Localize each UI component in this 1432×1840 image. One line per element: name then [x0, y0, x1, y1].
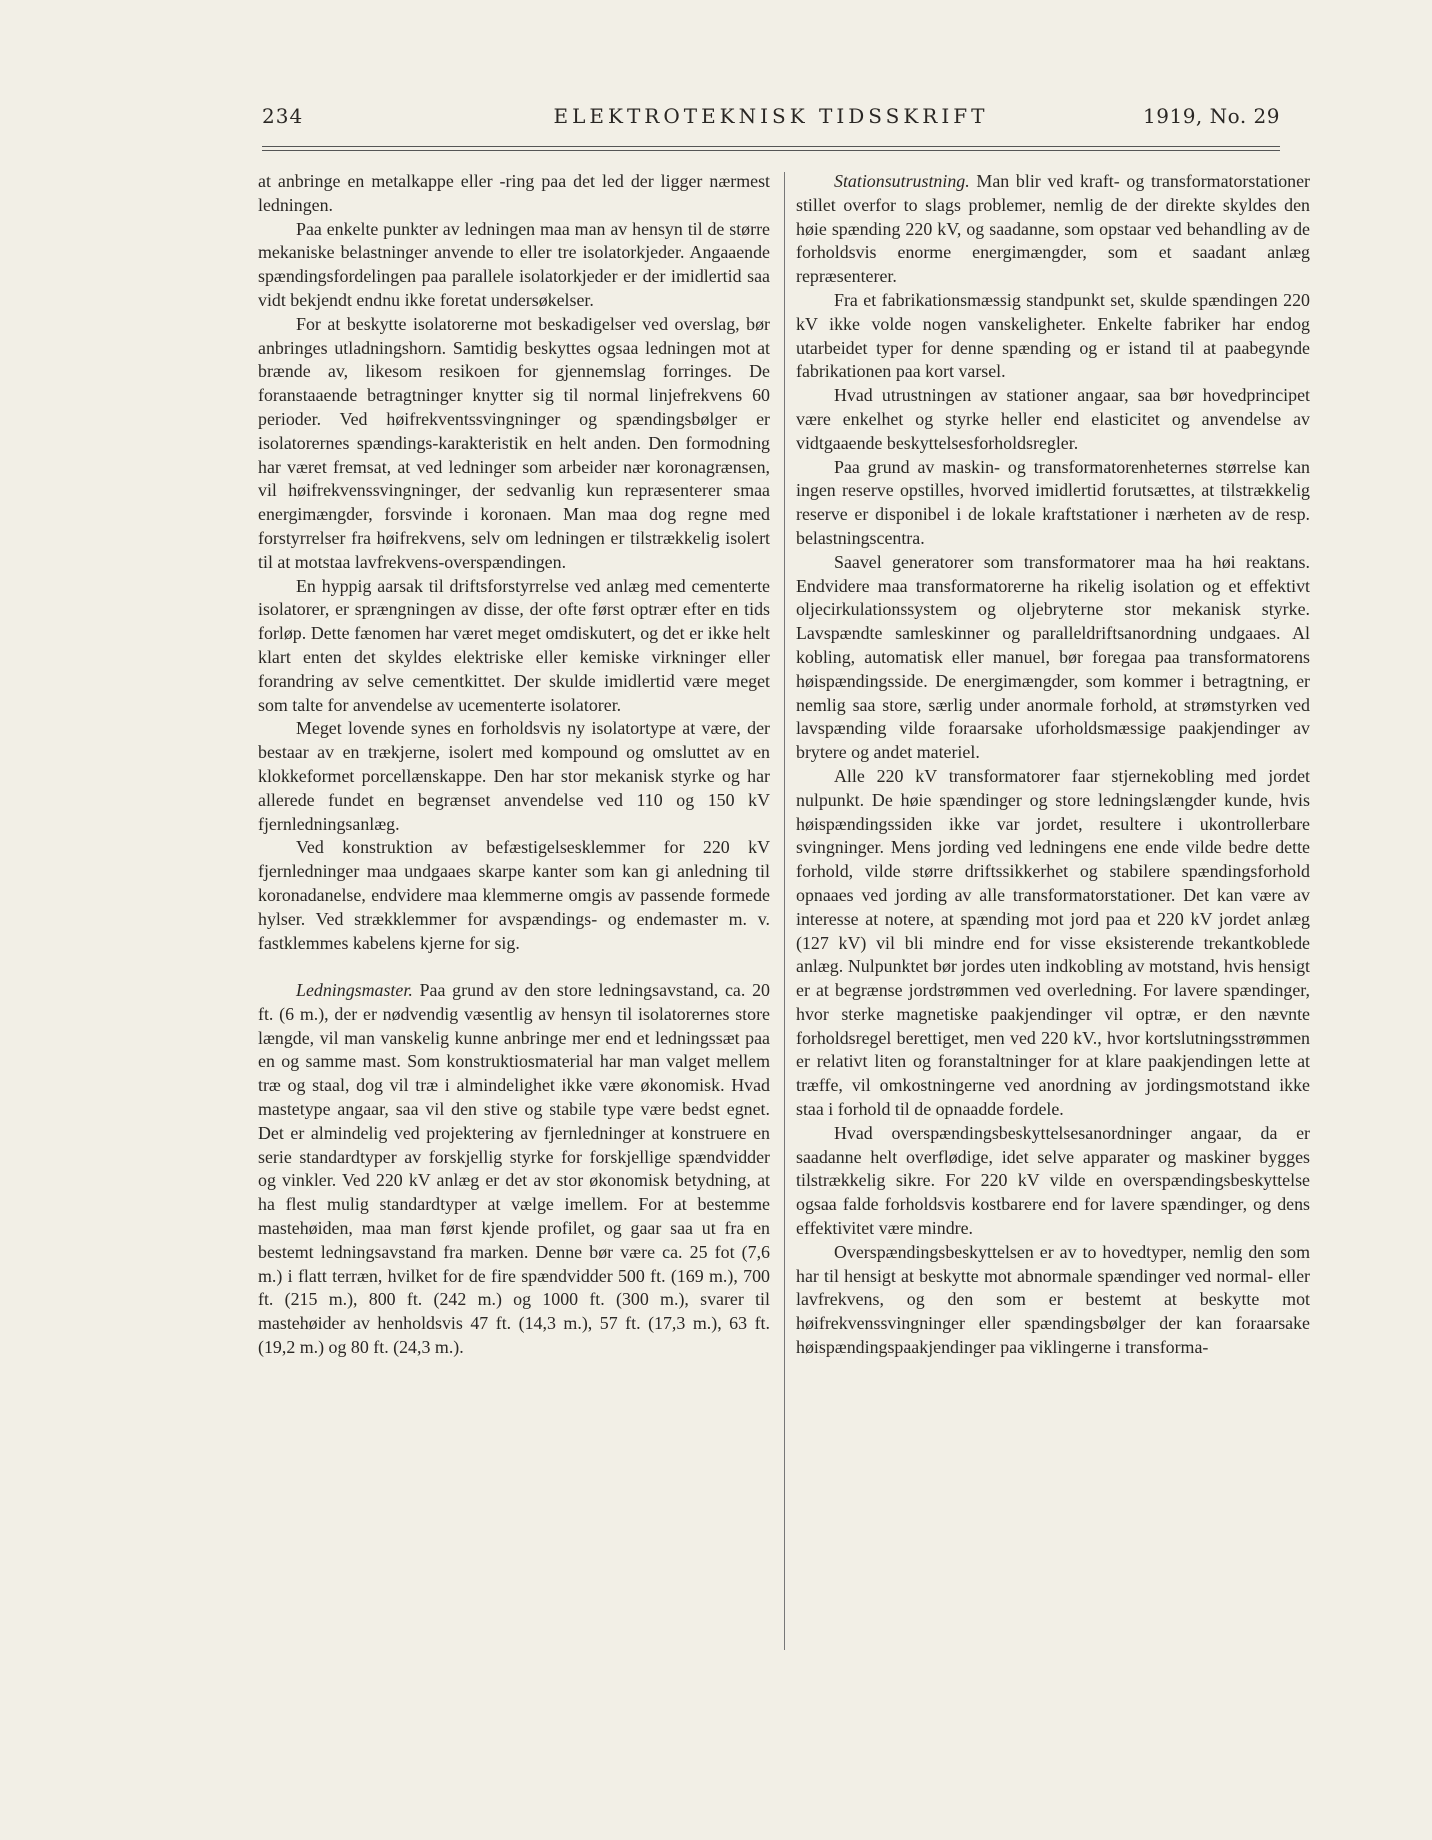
section-heading: Ledningsmaster. — [296, 980, 413, 1001]
column-divider — [784, 172, 785, 1650]
journal-title: ELEKTROTEKNISK TIDSSKRIFT — [553, 104, 989, 128]
header-rule-second — [262, 150, 1280, 151]
paragraph — [796, 170, 1310, 289]
paragraph: Meget lovende synes en forholdsvis ny isolatortype at være, der bestaar av en trækjerne, isolert med kompound og omsluttet av en klokkeformet porcellænskappe. Den har stor mekanisk styrke og har allerede fundet en begrænset anvendelse ved 110 og 150 kV fjernledningsanlæg. — [258, 718, 770, 834]
page-header — [262, 104, 1280, 132]
paragraph: Saavel generatorer som transformatorer maa ha høi reaktans. Endvidere maa transformatorerne ha rikelig isolation og et effektivt oljecirkulationssystem og oljebryterne stor mekanisk styrke. Lavspændte samleskinner og paralleldriftsanordning undgaaes. Al kobling, automatisk eller manuel, bør foregaa paa transformatorens høispændingsside. De energimængder, som kommer i betragtning, er nemlig saa store, særlig under anormale forhold, at strømstyrken ved lavspænding vilde foraarsake uforholdsmæssige paakjendinger av brytere og andet materiel. — [796, 551, 1310, 763]
paragraph: Hvad utrustningen av stationer angaar, saa bør hovedprincipet være enkelhet og styrke heller end elasticitet og anvendelse av vidtgaaende beskyttelsesforholdsregler. — [796, 385, 1310, 453]
header-rule — [262, 146, 1280, 147]
paragraph: at anbringe en metalkappe eller -ring paa det led der ligger nærmest ledningen. — [258, 171, 770, 215]
paragraph: En hyppig aarsak til driftsforstyrrelse ved anlæg med cementerte isolatorer, er sprængningen av disse, der ofte først optrær efter en tids forløp. Dette fænomen har været meget omdiskutert, og det er ikke helt klart enten det skyldes elektriske eller kemiske virkninger eller forandring av selve cementkittet. Der skulde imidlertid være meget som talte for anvendelse av ucementerte isolatorer. — [258, 575, 770, 715]
paragraph: For at beskytte isolatorerne mot beskadigelser ved overslag, bør anbringes utladningshorn. Samtidig beskyttes ogsaa ledningen mot at brænde av, likesom resikoen for gjennemslag forringes. De foranstaaende betragtninger knytter sig til normal linjefrekvens 60 perioder. Ved høifrekventssvingninger og spændingsbølger er isolatorernes spændings-karakteristik en helt anden. Den formodning har været fremsat, at ved ledninger som arbeider nær koronagrænsen, vil høifrekvenssvingninger, der sedvanlig kun repræsenterer smaa energimængder, forsvinde i koronaen. Man maa dog regne med forstyrrelser fra høifrekvens, selv om ledningen er tilstrækkelig isolert til at motstaa lavfrekvens-overspændingen. — [258, 313, 770, 572]
left-column — [258, 170, 770, 1360]
section-heading: Stationsutrustning. — [834, 171, 970, 191]
paragraph-text: Man blir ved kraft- og transformatorstationer stillet overfor to slags problemer, nemlig de der direkte skyldes den høie spænding 220 kV, og saadanne, som opstaar ved behandling av de forholdsvis enorme energimængder, som et saadant anlæg repræsenterer. — [796, 171, 1310, 287]
paragraph: Paa grund av maskin- og transformatorenheternes størrelse kan ingen reserve opstilles, hvorved imidlertid forutsættes, at tilstrækkelig reserve er disponibel i de lokale kraftstationer i nærheten av de resp. belastningscentra. — [796, 456, 1310, 548]
paragraph: Fra et fabrikationsmæssig standpunkt set, skulde spændingen 220 kV ikke volde nogen vanskeligheter. Enkelte fabriker har endog utarbeidet typer for denne spænding og er istand til at paabegynde fabrikationen paa kort varsel. — [796, 289, 1310, 382]
paragraph-text: Paa grund av den store ledningsavstand, ca. 20 ft. (6 m.), der er nødvendig væsentlig av hensyn til isolatorernes store længde, vil man vanskelig kunne anbringe mer end et ledningssæt paa en og samme mast. Som konstruktiosmaterial har man valget mellem træ og staal, dog vil træ i almindelighet ikke være økonomisk. Hvad mastetype angaar, saa vil den stive og stabile type være bedst egnet. Det er almindelig ved projektering av fjernledninger at konstruere en serie standardtyper av forskjellig styrke for forskjellige spændvidder og vinkler. Ved 220 kV anlæg er det av stor økonomisk betydning, at ha flest mulig standardtyper at vælge imellem. For at bestemme mastehøiden, maa man først kjende profilet, og gaar saa ut fra en bestemt ledningsavstand fra marken. Denne bør være ca. 25 fot (7,6 m.) i flatt terræn, hvilket for de fire spændvidder 500 ft. (169 m.), 700 ft. (215 m.), 800 ft. (242 m.) og 1000 ft. (300 m.), svarer til mastehøider av henholdsvis 47 ft. (14,3 m.), 57 ft. (17,3 m.), 63 ft. (19,2 m.) og 80 ft. (24,3 m.). — [258, 980, 770, 1358]
paragraph: Paa enkelte punkter av ledningen maa man av hensyn til de større mekaniske belastninger anvende to eller tre isolatorkjeder. Angaaende spændingsfordelingen paa parallele isolatorkjeder er der imidlertid saa vidt bekjendt endnu ikke foretat undersøkelser. — [258, 218, 770, 310]
paragraph: Overspændingsbeskyttelsen er av to hovedtyper, nemlig den som har til hensigt at beskytte mot abnormale spændinger ved normal- eller lavfrekvens, og den som er bestemt at beskytte mot høifrekvenssvingninger eller spændingsbølger der kan foraarsake høispændingspaakjendinger paa viklingerne i transforma- — [796, 1241, 1310, 1358]
paragraph: Alle 220 kV transformatorer faar stjernekobling med jordet nulpunkt. De høie spændinger og store ledningslængder kunde, hvis høispændingssiden ikke var jordet, resultere i ukontrollerbare svingninger. Mens jording ved ledningens ene ende vilde bedre dette forhold, vilde større driftssikkerhet og stabilere spændingsforhold opnaaes ved jording av alle transformatorstationer. Det kan være av interesse at notere, at spænding mot jord paa et 220 kV jordet anlæg (127 kV) vil bli mindre end for visse eksisterende trekantkoblede anlæg. Nulpunktet bør jordes uten indkobling av motstand, hvis hensigt er at begrænse jordstrømmen ved overledning. For lavere spændinger, hvor sterke magnetiske paakjendinger vil optræ, er den nævnte forholdsregel berettiget, men ved 220 kV., hvor kortslutningsstrømmen er relativt liten og foranstaltninger for at klare paakjendingen lette at træffe, vil omkostningerne ved anordning av jordingsmotstand ikke staa i forhold til de opnaadde fordele. — [796, 765, 1310, 1120]
page-number: 234 — [262, 104, 304, 128]
paragraph: Hvad overspændingsbeskyttelsesanordninger angaar, da er saadanne helt overflødige, idet selve apparater og maskiner bygges tilstrækkelig sikre. For 220 kV vilde en overspændingsbeskyttelse ogsaa falde forholdsvis kostbarere end for lavere spændinger, og dens effektivitet være mindre. — [796, 1122, 1310, 1239]
issue-label: 1919, No. 29 — [1143, 104, 1280, 128]
paragraph — [258, 979, 770, 1360]
right-column — [796, 170, 1310, 1360]
paragraph: Ved konstruktion av befæstigelsesklemmer for 220 kV fjernledninger maa undgaaes skarpe kanter som kan gi anledning til koronadanelse, endvidere maa klemmerne omgis av passende formede hylser. Ved strækklemmer for avspændings- og endemaster m. v. fastklemmes kabelens kjerne for sig. — [258, 837, 770, 953]
